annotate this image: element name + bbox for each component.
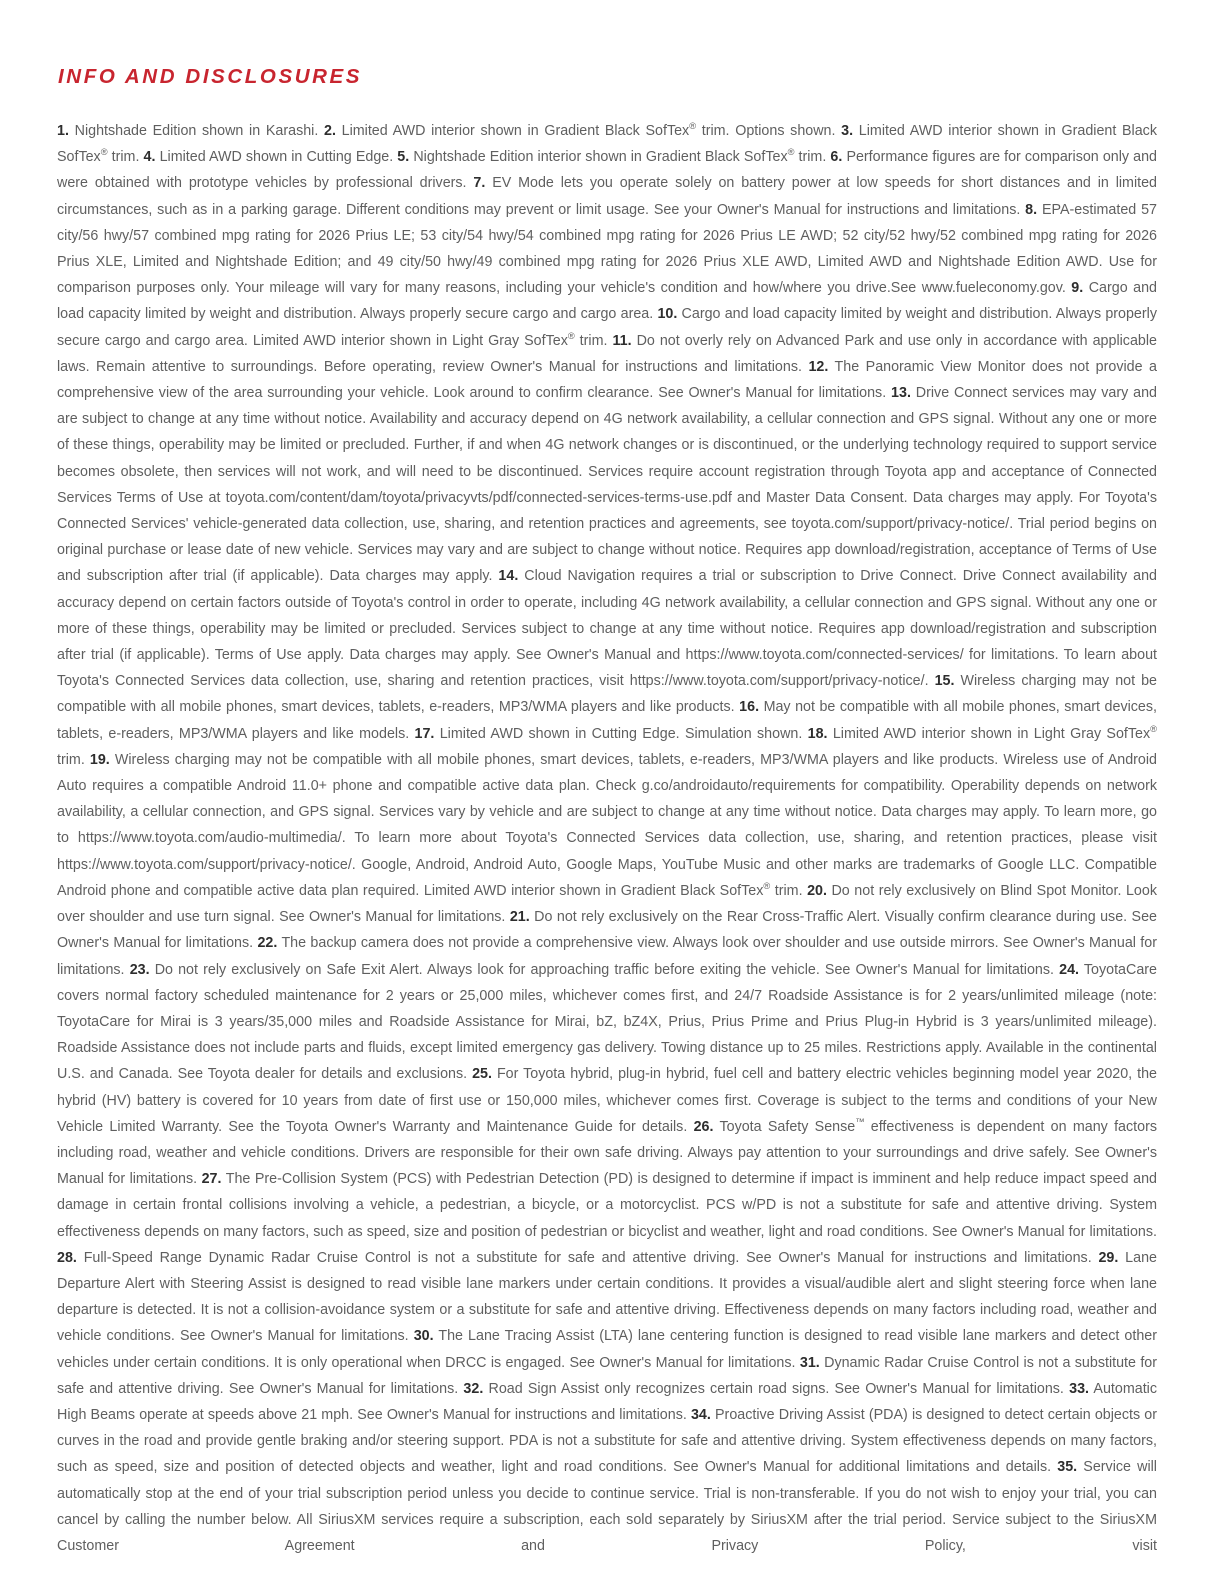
disclosure-number: 12. — [808, 358, 829, 375]
disclosures-paragraph — [57, 118, 1157, 1584]
disclosure-number: 29. — [1098, 1249, 1119, 1266]
disclosure-text: Performance figures are for comparison only and were obtained with prototype vehicles by professional drivers. — [57, 149, 1158, 192]
disclosure-number: 13. — [891, 385, 911, 402]
disclosure-number: 26. — [693, 1118, 714, 1135]
registered-mark: ® — [763, 881, 771, 892]
disclosure-number: 1. — [57, 123, 69, 139]
disclosure-number: 23. — [129, 961, 150, 978]
disclosure-number: 25. — [472, 1066, 492, 1083]
disclosure-text: EV Mode lets you operate solely on battery power at low speeds for short distances and in limited circumstances, such as in a parking garage. Different conditions may prevent or limit usage. See your Owner's Manual for instructions and limitations. — [57, 175, 1158, 218]
registered-mark: ® — [689, 121, 697, 132]
disclosure-number: 11. — [612, 332, 632, 349]
disclosure-text: Lane Departure Alert with Steering Assist is designed to read visible lane markers under certain conditions. It provides a visual/audible alert and slight steering force when lane departure is detected. It is not a collision-avoidance system or a substitute for safe and attentive driving. Effectiveness depends on many factors including road, weather and vehicle conditions. See Owner's Manual for limitations. — [57, 1249, 1157, 1345]
disclosure-number: 17. — [414, 725, 435, 742]
disclosure-text: EPA-estimated 57 city/56 hwy/57 combined mpg rating for 2026 Prius LE; 53 city/54 hwy/54 combined mpg rating for 2026 Prius LE AWD; 52 city/52 hwy/52 combined mpg rating for 2026 Prius XLE, Limited and Nightshade Edition; and 49 city/50 hwy/49 combined mpg rating for 2026 Prius XLE AWD, Limited AWD and Nightshade Edition AWD. Use for comparison purposes only. Your mileage will vary for many reasons, including your vehicle's condition and how/where you drive.See www.fueleconomy.gov. — [57, 201, 1158, 297]
disclosure-text: Do not rely exclusively on Safe Exit Alert. Always look for approaching traffic before exiting the vehicle. See Owner's Manual for limitations. — [154, 961, 1054, 978]
disclosure-text: The Pre-Collision System (PCS) with Pedestrian Detection (PD) is designed to determine if impact is imminent and help reduce impact speed and damage in certain frontal collisions involving a vehicle, a pedestrian, a bicycle, or a motorcyclist. PCS w/PD is not a substitute for safe and attentive driving. System effectiveness depends on many factors, such as speed, size and position of pedestrian or bicyclist and weather, light and road conditions. See Owner's Manual for limitations. — [57, 1171, 1157, 1240]
disclosure-number: 21. — [509, 909, 530, 926]
disclosure-text: For Toyota hybrid, plug-in hybrid, fuel cell and battery electric vehicles beginning model year 2020, the hybrid (HV) battery is covered for 10 years from date of first use or 150,000 miles, whichever comes first. Coverage is subject to the terms and conditions of your New Vehicle Limited Warranty. See the Toyota Owner's Warranty and Maintenance Guide for details. — [57, 1066, 1158, 1135]
disclosure-number: 15. — [934, 673, 955, 690]
disclosure-number: 14. — [498, 568, 519, 585]
disclosure-text: Wireless charging may not be compatible with all mobile phones, smart devices, tablets, e-readers, MP3/WMA players and like products. Wireless use of Android Auto requires a compatible Android 11.0+ phone and compatible active data plan. Check g.co/androidauto/requirements for compatibility. Operability depends on network availability, a cellular connection, and GPS signal. Services vary by vehicle and are subject to change at any time without notice. Data charges may apply. To learn more, go to https://www.toyota.com/audio-multimedia/. To learn more about Toyota's Connected Services data collection, use, sharing, and retention practices, please visit https://www.toyota.com/support/privacy-notice/. Google, Android, Android Auto, Google Maps, YouTube Music and other marks are trademarks of Google LLC. Compatible Android phone and compatible active data plan required. Limited AWD interior shown in Gradient Black SofTex® trim. — [57, 751, 1157, 899]
disclosure-number: 24. — [1059, 961, 1079, 978]
disclosure-text: Toyota Safety Sense™ effectiveness is dependent on many factors including road, weather and vehicle conditions. Drivers are responsible for their own safe driving. Always pay attention to your surroundings and drive safely. See Owner's Manual for limitations. — [57, 1116, 1157, 1188]
disclosure-text: Full-Speed Range Dynamic Radar Cruise Control is not a substitute for safe and attentive driving. See Owner's Manual for instructions and limitations. — [83, 1249, 1092, 1266]
disclosure-number: 8. — [1025, 201, 1038, 218]
disclosure-number: 2. — [324, 123, 336, 139]
disclosure-text: The backup camera does not provide a comprehensive view. Always look over shoulder and use outside mirrors. See Owner's Manual for limitations. — [57, 935, 1157, 978]
disclosure-number: 31. — [799, 1354, 820, 1371]
disclosure-number: 3. — [841, 123, 854, 139]
disclosure-text: Service will automatically stop at the end of your trial subscription period unless you decide to continue service. Trial is non-transferable. If you do not wish to enjoy your trial, you can cancel by calling the number below. All SiriusXM services require a subscription, each sold separately by SiriusXM after the trial period. Service subject to the SiriusXM Customer Agreement and Privacy Policy, visit — [57, 1459, 1157, 1554]
disclosure-number: 18. — [807, 725, 828, 742]
disclosure-text: Cloud Navigation requires a trial or subscription to Drive Connect. Drive Connect availability and accuracy depend on certain factors outside of Toyota's control in order to operate, including 4G network availability, a cellular connection and GPS signal. Without any one or more of these things, operability may be limited or precluded. Services subject to change at any time without notice. Requires app download/registration and subscription after trial (if applicable). Terms of Use apply. Data charges may apply. See Owner's Manual and https://www.toyota.com/connected-services/ for limitations. To learn about Toyota's Connected Services data collection, use, sharing and retention practices, visit https://www.toyota.com/support/privacy-notice/. — [57, 568, 1157, 690]
disclosure-text: Limited AWD shown in Cutting Edge. — [159, 149, 394, 166]
disclosure-text: Cargo and load capacity limited by weight and distribution. Always properly secure cargo and cargo area. — [57, 280, 1157, 323]
disclosure-text: ToyotaCare covers normal factory scheduled maintenance for 2 years or 25,000 miles, whichever comes first, and 24/7 Roadside Assistance is for 2 years/unlimited mileage (note: ToyotaCare for Mirai is 3 years/35,000 miles and Roadside Assistance for Mirai, bZ, bZ4X, Prius, Prius Prime and Prius Plug-in Hybrid is 3 years/unlimited mileage). Roadside Assistance does not include parts and fluids, except limited emergency gas delivery. Towing distance up to 25 miles. Restrictions apply. Available in the continental U.S. and Canada. See Toyota dealer for details and exclusions. — [57, 961, 1157, 1083]
disclosure-text: Do not rely exclusively on Blind Spot Monitor. Look over shoulder and use turn signal. See Owner's Manual for limitations. — [57, 882, 1157, 926]
registered-mark: ® — [567, 330, 575, 341]
disclosure-text: Limited AWD interior shown in Gradient Black SofTex® trim. Options shown. — [341, 121, 836, 139]
disclosure-text: Wireless charging may not be compatible with all mobile phones, smart devices, tablets, e-readers, MP3/WMA players and like products. — [57, 673, 1158, 716]
disclosure-text: Road Sign Assist only recognizes certain road signs. See Owner's Manual for limitations. — [488, 1380, 1064, 1397]
disclosure-number: 4. — [143, 149, 156, 166]
registered-mark: ® — [100, 147, 108, 158]
disclosure-text: The Lane Tracing Assist (LTA) lane centering function is designed to read visible lane markers and detect other vehicles under certain conditions. It is only operational when DRCC is engaged. See Owner's Manual for limitations. — [57, 1328, 1157, 1371]
disclosure-text: Proactive Driving Assist (PDA) is designed to detect certain objects or curves in the road and provide gentle braking and/or steering support. PDA is not a substitute for safe and attentive driving. System effectiveness depends on many factors, such as speed, size and position of detected objects and weather, light and road conditions. See Owner's Manual for additional limitations and details. — [57, 1406, 1157, 1476]
disclosure-number: 30. — [413, 1328, 434, 1345]
disclosure-text: Dynamic Radar Cruise Control is not a substitute for safe and attentive driving. See Owner's Manual for limitations. — [57, 1354, 1158, 1397]
disclosure-text: May not be compatible with all mobile phones, smart devices, tablets, e-readers, MP3/WMA players and like models. — [57, 699, 1157, 742]
disclosure-text: Automatic High Beams operate at speeds above 21 mph. See Owner's Manual for instructions and limitations. — [57, 1380, 1157, 1423]
disclosure-text: Limited AWD interior shown in Light Gray SofTex® trim. — [57, 723, 1157, 768]
disclosure-number: 34. — [690, 1406, 711, 1423]
trademark-mark: ™ — [855, 1116, 865, 1127]
disclosure-number: 9. — [1071, 280, 1084, 297]
disclosure-number: 28. — [57, 1249, 77, 1266]
disclosure-text: Drive Connect services may vary and are subject to change at any time without notice. Availability and accuracy depend on 4G network availability, a cellular connection and GPS signal. Without any one or more of these things, operability may be limited or precluded. Further, if and when 4G network changes or is discontinued, or the underlying technology required to support service becomes obsolete, then services will not work, and will need to be discontinued. Services require account registration through Toyota app and acceptance of Connected Services Terms of Use at toyota.com/content/dam/toyota/privacyvts/pdf/connected-services-terms-use.pdf and Master Data Consent. Data charges may apply. For Toyota's Connected Services' vehicle-generated data collection, use, sharing, and retention practices and agreements, see toyota.com/support/privacy-notice/. Trial period begins on original purchase or lease date of new vehicle. Services may vary and are subject to change without notice. Requires app download/registration, acceptance of Terms of Use and subscription after trial (if applicable). Data charges may apply. — [57, 385, 1157, 585]
disclosure-text: The Panoramic View Monitor does not provide a comprehensive view of the area surrounding your vehicle. Look around to confirm clearance. See Owner's Manual for limitations. — [57, 358, 1157, 402]
disclosure-number: 22. — [257, 935, 278, 952]
disclosure-text: Do not overly rely on Advanced Park and use only in accordance with applicable laws. Remain attentive to surroundings. Before operating, review Owner's Manual for instructions and limitations. — [57, 332, 1157, 375]
disclosure-text: Limited AWD interior shown in Gradient Black SofTex® trim. — [57, 123, 1157, 166]
disclosure-number: 19. — [89, 751, 110, 768]
page-title: INFO AND DISCLOSURES — [58, 64, 363, 88]
disclosure-number: 5. — [397, 149, 410, 166]
disclosure-number: 32. — [463, 1380, 484, 1397]
disclosure-text: Limited AWD shown in Cutting Edge. Simulation shown. — [439, 725, 803, 742]
registered-mark: ® — [787, 147, 795, 158]
disclosure-number: 20. — [807, 882, 827, 899]
disclosure-text: Nightshade Edition shown in Karashi. — [74, 123, 319, 139]
disclosure-number: 10. — [657, 306, 678, 323]
disclosure-text: Do not rely exclusively on the Rear Cross-Traffic Alert. Visually confirm clearance during use. See Owner's Manual for limitations. — [57, 909, 1157, 952]
disclosure-number: 35. — [1057, 1459, 1078, 1476]
disclosure-number: 16. — [739, 699, 760, 716]
registered-mark: ® — [1150, 723, 1157, 734]
disclosure-number: 27. — [201, 1171, 222, 1188]
disclosure-text: Nightshade Edition interior shown in Gradient Black SofTex® trim. — [413, 147, 827, 166]
disclosure-number: 6. — [830, 149, 843, 166]
disclosure-number: 33. — [1069, 1380, 1089, 1397]
disclosure-text: Cargo and load capacity limited by weight and distribution. Always properly secure cargo and cargo area. Limited AWD interior shown in Light Gray SofTex® trim. — [57, 306, 1157, 349]
disclosure-number: 7. — [473, 175, 486, 192]
